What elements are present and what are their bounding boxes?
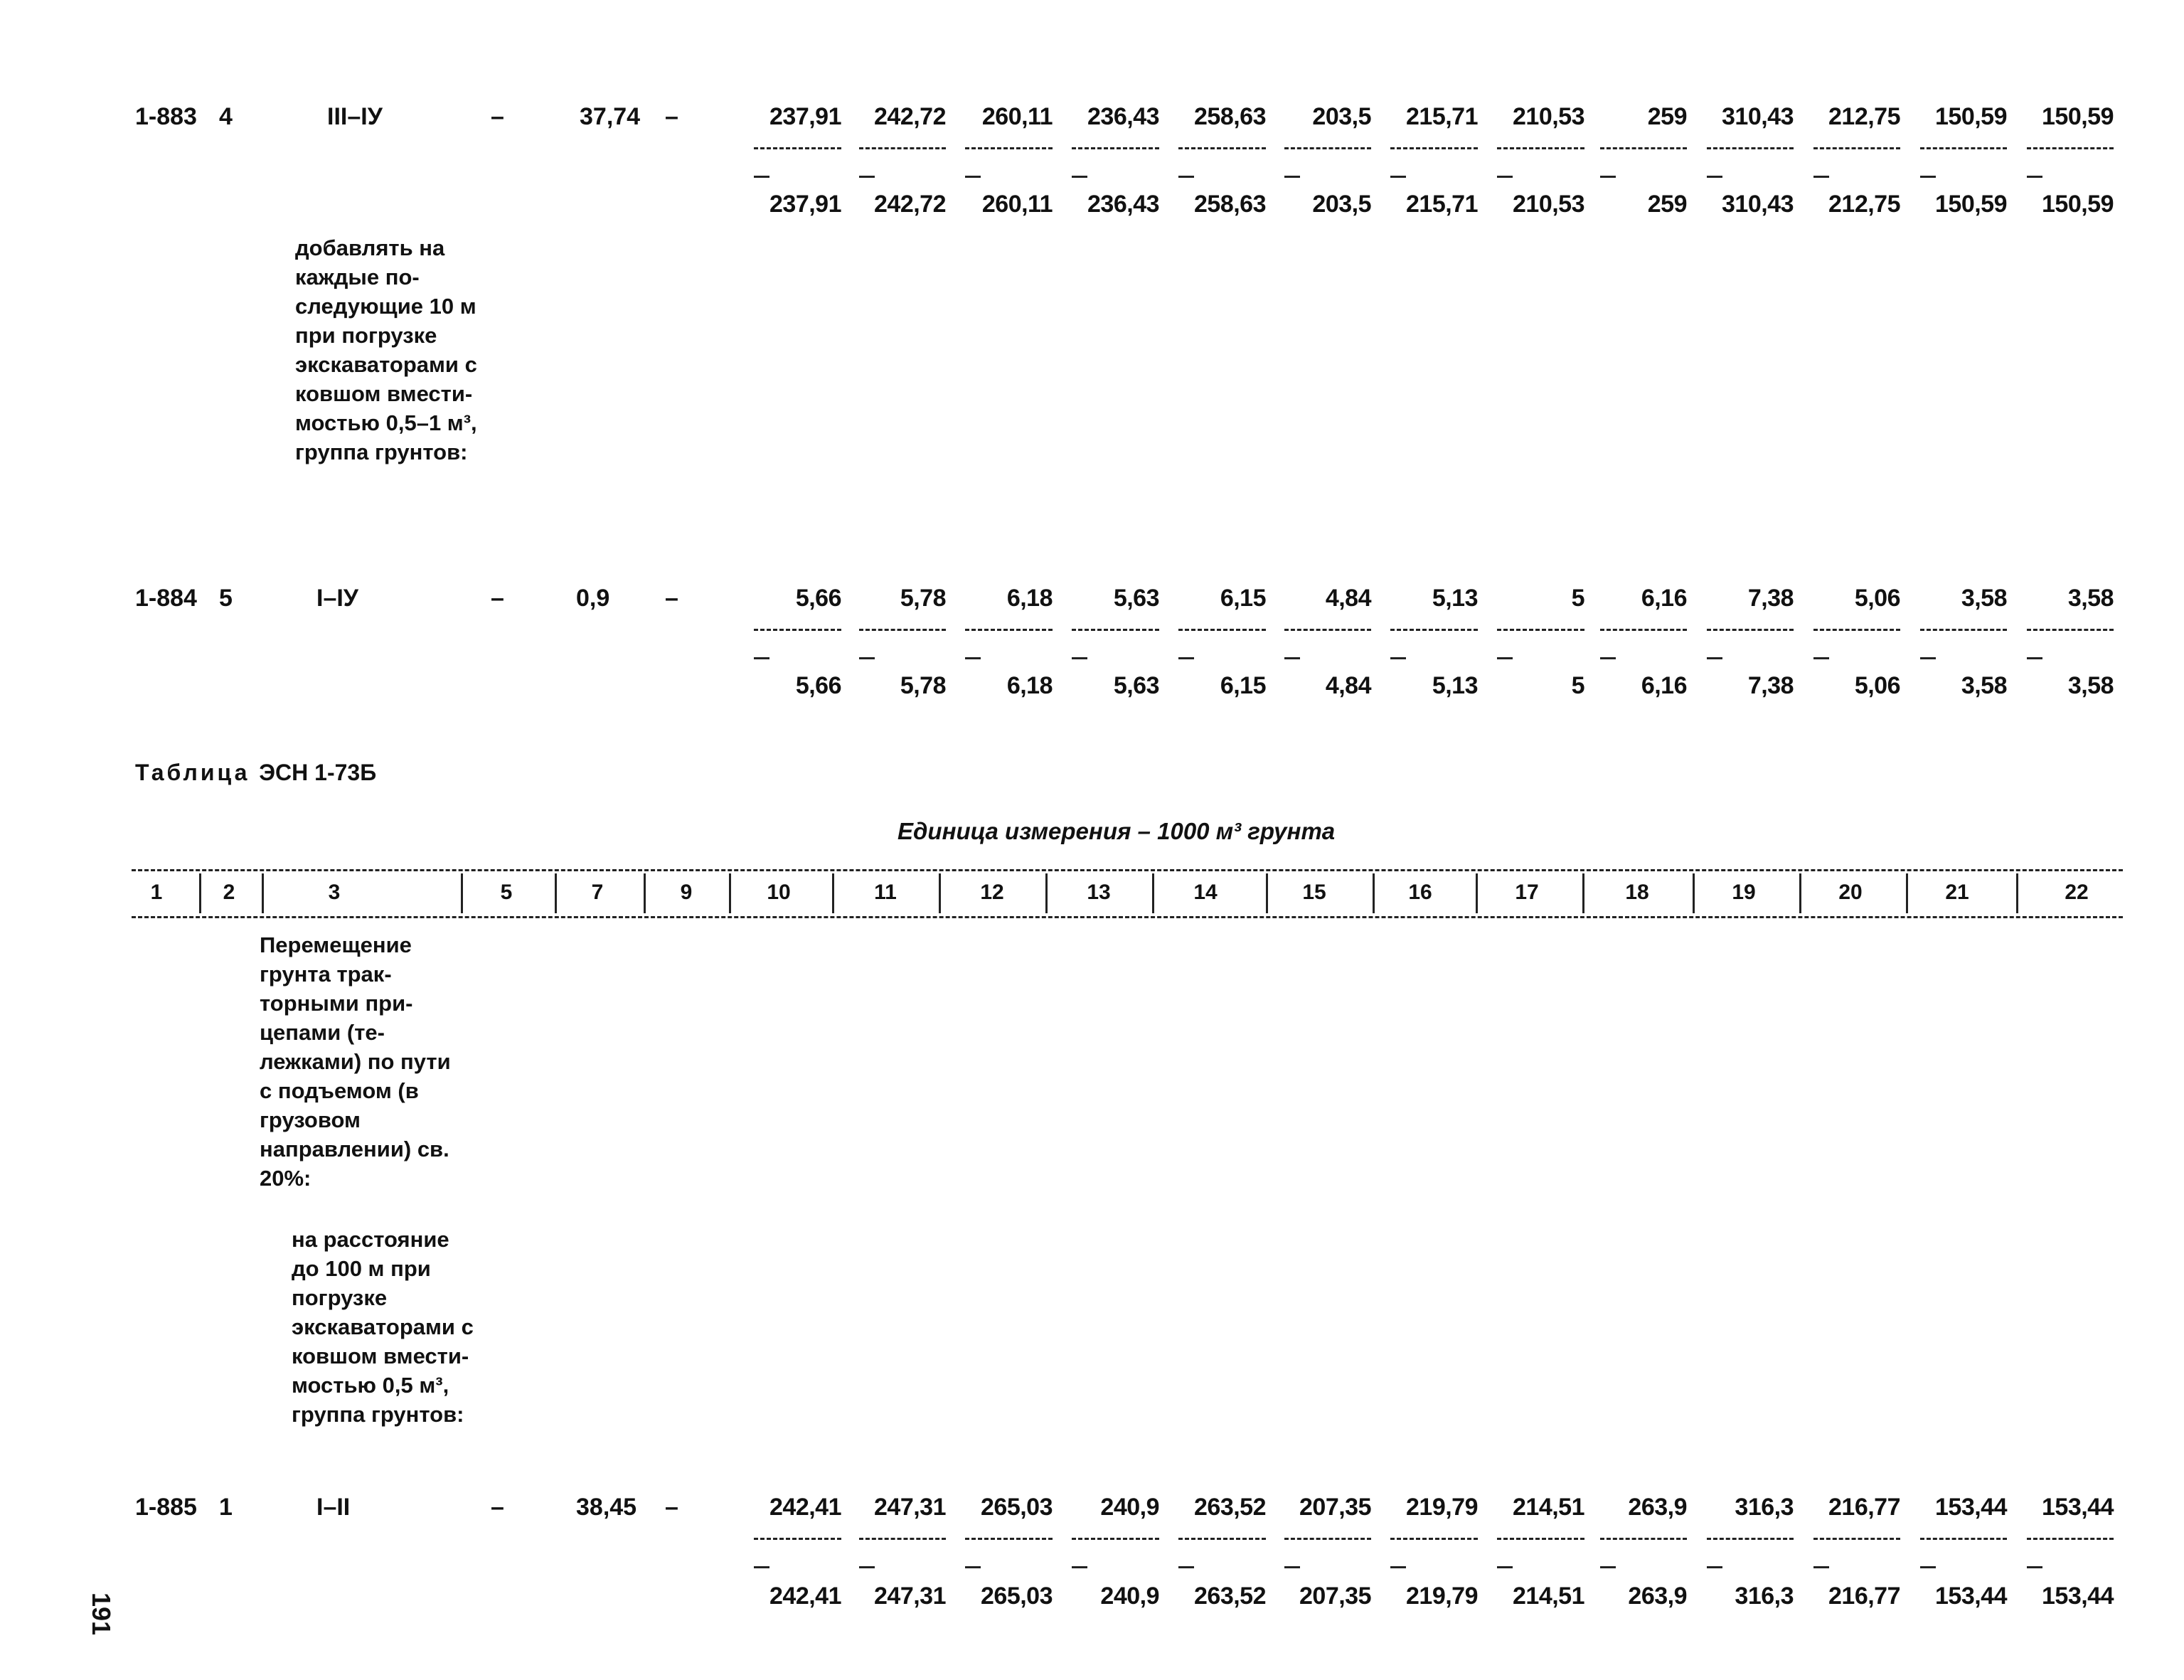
- header-separator: [461, 873, 463, 913]
- value-cell: 263,52: [1194, 1583, 1266, 1610]
- value-cell: 212,75: [1828, 103, 1900, 130]
- header-column-number: 11: [874, 881, 897, 904]
- value-cell: 6,15: [1220, 672, 1266, 699]
- value-cell: 207,35: [1299, 1494, 1371, 1521]
- value-cell: 259: [1647, 191, 1687, 218]
- fraction-minus: [2027, 176, 2042, 178]
- value-cell: 5,06: [1854, 585, 1900, 612]
- header-column-number: 17: [1515, 881, 1539, 904]
- fraction-dash-line: [2027, 629, 2114, 631]
- fraction-minus: [1178, 1566, 1194, 1568]
- fraction-minus: [2027, 1566, 2042, 1568]
- header-separator: [644, 873, 646, 913]
- fraction-minus: [859, 657, 875, 659]
- fraction-minus: [1920, 1566, 1936, 1568]
- row-sub: 5: [219, 585, 233, 612]
- value-cell: 216,77: [1828, 1494, 1900, 1521]
- value-cell: 5,66: [795, 585, 841, 612]
- value-cell: 5,78: [900, 585, 946, 612]
- fraction-dash-line: [1072, 629, 1159, 631]
- header-column-number: 16: [1408, 881, 1432, 904]
- value-cell: 5,66: [795, 672, 841, 699]
- fraction-minus: [1390, 657, 1406, 659]
- value-cell: 153,44: [2042, 1494, 2114, 1521]
- fraction-minus: [2027, 657, 2042, 659]
- section-description: Перемещение грунта тракторными прицепами (тележками) по пути с подъемом (в грузовом направлении) св. 20%:: [260, 932, 451, 1191]
- fraction-minus: [965, 1566, 981, 1568]
- header-separator: [939, 873, 941, 913]
- header-column-number: 2: [223, 881, 235, 904]
- fraction-minus: [1707, 176, 1722, 178]
- value-cell: 5,06: [1854, 672, 1900, 699]
- value-cell: 5,63: [1113, 672, 1159, 699]
- value-cell: 6,18: [1006, 585, 1053, 612]
- value-cell: 210,53: [1513, 103, 1584, 130]
- header-separator: [832, 873, 834, 913]
- row-dash: –: [665, 103, 678, 130]
- header-separator: [262, 873, 264, 913]
- value-cell: 215,71: [1406, 191, 1478, 218]
- value-cell: 240,9: [1100, 1583, 1159, 1610]
- value-cell: 236,43: [1087, 191, 1159, 218]
- fraction-dash-line: [2027, 147, 2114, 149]
- value-cell: 203,5: [1312, 191, 1371, 218]
- fraction-dash-line: [1707, 1538, 1794, 1540]
- header-bottom-rule: [132, 916, 2123, 918]
- fraction-minus: [1813, 657, 1829, 659]
- fraction-dash-line: [1600, 1538, 1687, 1540]
- row-group: I–IУ: [316, 585, 358, 612]
- value-cell: 7,38: [1747, 585, 1794, 612]
- value-cell: 242,41: [769, 1494, 841, 1521]
- header-top-rule: [132, 869, 2123, 871]
- fraction-dash-line: [754, 1538, 841, 1540]
- value-cell: 3,58: [2067, 672, 2114, 699]
- fraction-minus: [1497, 176, 1513, 178]
- header-separator: [1045, 873, 1048, 913]
- value-cell: 236,43: [1087, 103, 1159, 130]
- fraction-dash-line: [1813, 629, 1900, 631]
- row-sub: 1: [219, 1494, 233, 1521]
- value-cell: 150,59: [2042, 191, 2114, 218]
- value-cell: 4,84: [1325, 672, 1371, 699]
- fraction-minus: [754, 657, 769, 659]
- value-cell: 219,79: [1406, 1494, 1478, 1521]
- header-column-number: 12: [980, 881, 1004, 904]
- value-cell: 214,51: [1513, 1494, 1584, 1521]
- value-cell: 216,77: [1828, 1583, 1900, 1610]
- value-cell: 6,16: [1641, 585, 1687, 612]
- header-separator: [555, 873, 557, 913]
- fraction-dash-line: [1600, 147, 1687, 149]
- fraction-dash-line: [1707, 629, 1794, 631]
- table-title-label: Таблица: [135, 760, 250, 785]
- row-sub: 4: [219, 103, 233, 130]
- header-separator: [1373, 873, 1375, 913]
- fraction-dash-line: [1178, 1538, 1266, 1540]
- fraction-minus: [1600, 176, 1616, 178]
- fraction-minus: [1497, 657, 1513, 659]
- table-title: [135, 760, 376, 786]
- value-cell: 316,3: [1735, 1583, 1794, 1610]
- fraction-dash-line: [859, 147, 946, 149]
- fraction-minus: [1707, 1566, 1722, 1568]
- row-dash: –: [491, 1494, 504, 1521]
- fraction-dash-line: [1497, 147, 1584, 149]
- row-group: III–IУ: [327, 103, 383, 130]
- fraction-minus: [1284, 657, 1300, 659]
- header-column-number: 21: [1945, 881, 1969, 904]
- header-column-number: 20: [1838, 881, 1863, 904]
- value-cell: 310,43: [1722, 191, 1794, 218]
- fraction-dash-line: [965, 1538, 1053, 1540]
- fraction-dash-line: [754, 629, 841, 631]
- subsection-description: на расстояние до 100 м при погрузке экскаваторами с ковшом вместимостью 0,5 м³, группа грунтов:: [292, 1227, 474, 1427]
- fraction-minus: [1390, 1566, 1406, 1568]
- header-separator: [1693, 873, 1695, 913]
- value-cell: 316,3: [1735, 1494, 1794, 1521]
- value-cell: 150,59: [1935, 103, 2007, 130]
- value-cell: 212,75: [1828, 191, 1900, 218]
- fraction-dash-line: [859, 1538, 946, 1540]
- fraction-dash-line: [1920, 1538, 2007, 1540]
- row-dash: –: [665, 1494, 678, 1521]
- value-cell: 153,44: [1935, 1583, 2007, 1610]
- header-column-number: 10: [767, 881, 791, 904]
- row-code: 1-885: [135, 1494, 197, 1521]
- fraction-minus: [754, 1566, 769, 1568]
- header-column-number: 5: [500, 881, 513, 904]
- value-cell: 153,44: [2042, 1583, 2114, 1610]
- fraction-dash-line: [1813, 147, 1900, 149]
- fraction-dash-line: [1390, 1538, 1478, 1540]
- fraction-dash-line: [965, 147, 1053, 149]
- value-cell: 5,13: [1432, 585, 1478, 612]
- header-column-number: 15: [1302, 881, 1326, 904]
- fraction-minus: [1920, 176, 1936, 178]
- row-value: 37,74: [580, 103, 641, 130]
- value-cell: 5,63: [1113, 585, 1159, 612]
- fraction-minus: [1178, 176, 1194, 178]
- fraction-dash-line: [1920, 147, 2007, 149]
- fraction-dash-line: [1920, 629, 2007, 631]
- header-column-number: 7: [591, 881, 604, 904]
- value-cell: 210,53: [1513, 191, 1584, 218]
- fraction-minus: [1920, 657, 1936, 659]
- value-cell: 3,58: [1961, 585, 2007, 612]
- value-cell: 263,9: [1628, 1494, 1687, 1521]
- header-separator: [1152, 873, 1154, 913]
- header-separator: [2016, 873, 2018, 913]
- value-cell: 247,31: [874, 1583, 946, 1610]
- header-separator: [1906, 873, 1908, 913]
- header-column-number: 18: [1625, 881, 1649, 904]
- fraction-dash-line: [1390, 629, 1478, 631]
- fraction-minus: [1600, 1566, 1616, 1568]
- row-code: 1-884: [135, 585, 197, 612]
- row-value: 38,45: [576, 1494, 637, 1521]
- value-cell: 150,59: [2042, 103, 2114, 130]
- fraction-dash-line: [1390, 147, 1478, 149]
- fraction-minus: [1178, 657, 1194, 659]
- row-code: 1-883: [135, 103, 197, 130]
- value-cell: 242,72: [874, 103, 946, 130]
- table-identifier: ЭСН 1-73Б: [259, 760, 377, 785]
- value-cell: 260,11: [981, 191, 1053, 218]
- fraction-dash-line: [1284, 147, 1371, 149]
- fraction-minus: [1284, 1566, 1300, 1568]
- fraction-minus: [1284, 176, 1300, 178]
- header-column-number: 14: [1193, 881, 1218, 904]
- row-dash: –: [665, 585, 678, 612]
- fraction-minus: [1600, 657, 1616, 659]
- header-separator: [199, 873, 201, 913]
- value-cell: 265,03: [981, 1494, 1053, 1521]
- header-column-number: 9: [680, 881, 693, 904]
- value-cell: 219,79: [1406, 1583, 1478, 1610]
- value-cell: 259: [1647, 103, 1687, 130]
- header-separator: [1266, 873, 1268, 913]
- header-column-number: 19: [1732, 881, 1756, 904]
- fraction-minus: [1072, 657, 1087, 659]
- fraction-dash-line: [965, 629, 1053, 631]
- fraction-minus: [1072, 176, 1087, 178]
- fraction-dash-line: [859, 629, 946, 631]
- fraction-dash-line: [1178, 147, 1266, 149]
- header-column-number: 3: [328, 881, 341, 904]
- value-cell: 4,84: [1325, 585, 1371, 612]
- value-cell: 5: [1571, 585, 1584, 612]
- value-cell: 5,78: [900, 672, 946, 699]
- value-cell: 7,38: [1747, 672, 1794, 699]
- fraction-minus: [1497, 1566, 1513, 1568]
- row-value: 0,9: [576, 585, 610, 612]
- row-dash: –: [491, 585, 504, 612]
- fraction-dash-line: [754, 147, 841, 149]
- value-cell: 258,63: [1194, 103, 1266, 130]
- value-cell: 247,31: [874, 1494, 946, 1521]
- fraction-dash-line: [1072, 147, 1159, 149]
- row-group: I–II: [316, 1494, 351, 1521]
- fraction-dash-line: [1813, 1538, 1900, 1540]
- fraction-dash-line: [1284, 1538, 1371, 1540]
- fraction-minus: [1813, 1566, 1829, 1568]
- value-cell: 310,43: [1722, 103, 1794, 130]
- fraction-dash-line: [1497, 629, 1584, 631]
- value-cell: 240,9: [1100, 1494, 1159, 1521]
- fraction-minus: [859, 176, 875, 178]
- header-column-number: 13: [1087, 881, 1111, 904]
- fraction-dash-line: [1707, 147, 1794, 149]
- description-text: добавлять на каждые последующие 10 м при погрузке экскаваторами с ковшом вместимостью 0,5–1 м³, группа грунтов:: [295, 235, 477, 464]
- value-cell: 242,72: [874, 191, 946, 218]
- value-cell: 3,58: [1961, 672, 2007, 699]
- value-cell: 153,44: [1935, 1494, 2007, 1521]
- value-cell: 215,71: [1406, 103, 1478, 130]
- fraction-minus: [965, 657, 981, 659]
- fraction-minus: [1390, 176, 1406, 178]
- fraction-minus: [1813, 176, 1829, 178]
- fraction-minus: [965, 176, 981, 178]
- value-cell: 260,11: [981, 103, 1053, 130]
- value-cell: 203,5: [1312, 103, 1371, 130]
- header-separator: [1582, 873, 1584, 913]
- value-cell: 6,18: [1006, 672, 1053, 699]
- header-separator: [1799, 873, 1801, 913]
- value-cell: 5: [1571, 672, 1584, 699]
- unit-of-measure: Единица измерения – 1000 м³ грунта: [897, 818, 1336, 844]
- value-cell: 263,52: [1194, 1494, 1266, 1521]
- value-cell: 207,35: [1299, 1583, 1371, 1610]
- header-separator: [1476, 873, 1478, 913]
- page-number: 191: [87, 1592, 117, 1636]
- fraction-minus: [1072, 1566, 1087, 1568]
- value-cell: 6,16: [1641, 672, 1687, 699]
- value-cell: 3,58: [2067, 585, 2114, 612]
- value-cell: 6,15: [1220, 585, 1266, 612]
- row-dash: –: [491, 103, 504, 130]
- header-column-number: 1: [150, 881, 163, 904]
- value-cell: 265,03: [981, 1583, 1053, 1610]
- header-column-number: 22: [2065, 881, 2089, 904]
- fraction-dash-line: [2027, 1538, 2114, 1540]
- value-cell: 258,63: [1194, 191, 1266, 218]
- value-cell: 263,9: [1628, 1583, 1687, 1610]
- fraction-dash-line: [1178, 629, 1266, 631]
- value-cell: 237,91: [769, 103, 841, 130]
- value-cell: 214,51: [1513, 1583, 1584, 1610]
- fraction-dash-line: [1284, 629, 1371, 631]
- value-cell: 150,59: [1935, 191, 2007, 218]
- header-separator: [729, 873, 731, 913]
- fraction-minus: [754, 176, 769, 178]
- fraction-dash-line: [1497, 1538, 1584, 1540]
- value-cell: 5,13: [1432, 672, 1478, 699]
- value-cell: 242,41: [769, 1583, 841, 1610]
- fraction-dash-line: [1600, 629, 1687, 631]
- value-cell: 237,91: [769, 191, 841, 218]
- fraction-minus: [1707, 657, 1722, 659]
- fraction-dash-line: [1072, 1538, 1159, 1540]
- fraction-minus: [859, 1566, 875, 1568]
